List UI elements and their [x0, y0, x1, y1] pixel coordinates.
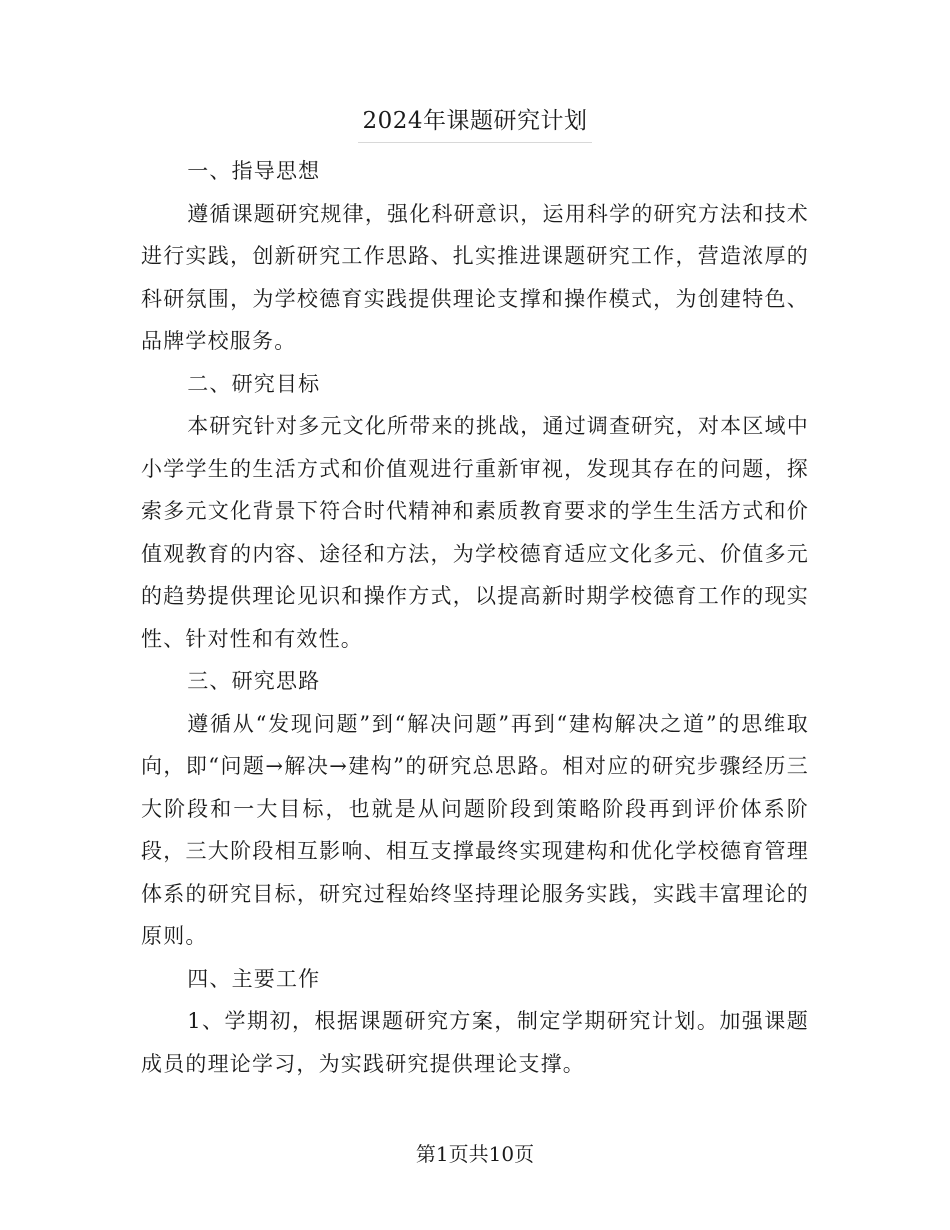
- section-paragraph-main-work: 1、学期初，根据课题研究方案，制定学期研究计划。加强课题成员的理论学习，为实践研究提供理论支撑。: [141, 1009, 809, 1076]
- section-heading-research-approach: 三、研究思路: [187, 669, 321, 693]
- title-area: [0, 104, 950, 143]
- section-heading-research-goals: 二、研究目标: [187, 371, 321, 396]
- document-body: [141, 150, 809, 1085]
- page-number-footer: 第1页共10页: [415, 1142, 535, 1166]
- section-heading-main-work: 四、主要工作: [187, 966, 321, 991]
- section-paragraph-guiding-ideology: 遵循课题研究规律，强化科研意识，运用科学的研究方法和技术进行实践，创新研究工作思路、扎实推进课题研究工作，营造浓厚的科研氛围，为学校德育实践提供理论支撑和操作模式，为创建特色、品牌学校服务。: [141, 201, 809, 353]
- section-paragraph-research-goals: 本研究针对多元文化所带来的挑战，通过调查研究，对本区域中小学学生的生活方式和价值观进行重新审视，发现其存在的问题，探索多元文化背景下符合时代精神和素质教育要求的学生生活方式和价值观教育的内容、途径和方法，为学校德育适应文化多元、价值多元的趋势提供理论见识和操作方式，以提高新时期学校德育工作的现实性、针对性和有效性。: [141, 414, 809, 651]
- section-paragraph-research-approach: 遵循从“发现问题”到“解决问题”再到“建构解决之道”的思维取向，即“问题→解决→建构”的研究总思路。相对应的研究步骤经历三大阶段和一大目标，也就是从问题阶段到策略阶段再到评价体系阶段，三大阶段相互影响、相互支撑最终实现建构和优化学校德育管理体系的研究目标，研究过程始终坚持理论服务实践，实践丰富理论的原则。: [141, 711, 809, 948]
- document-title: 2024年课题研究计划: [358, 104, 591, 143]
- section-heading-guiding-ideology: 一、指导思想: [187, 159, 321, 183]
